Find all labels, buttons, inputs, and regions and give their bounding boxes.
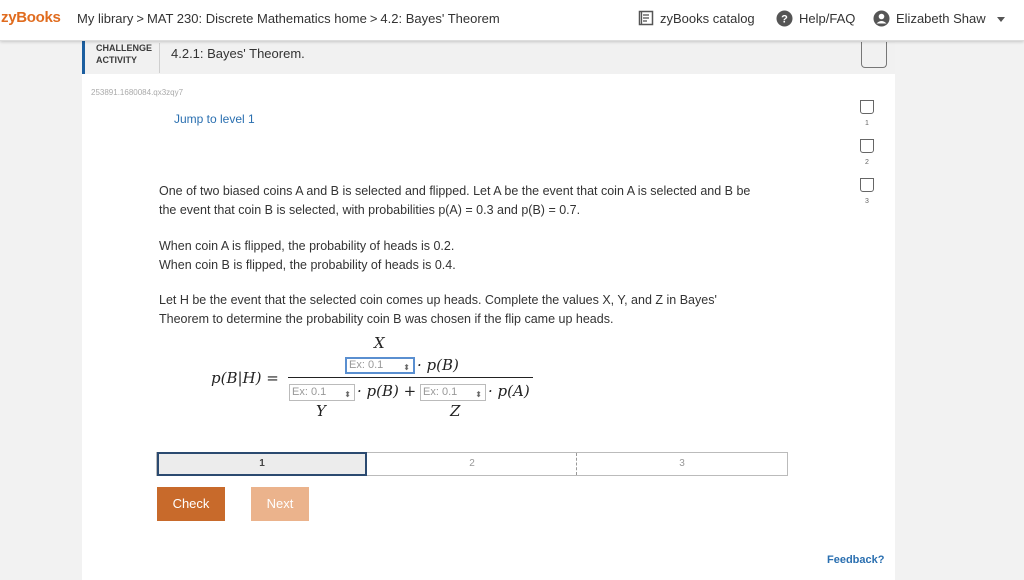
level-1-number: 1: [865, 120, 869, 127]
question-p1-line1: One of two biased coins A and B is selected and flipped. Let A be the event that coin A is selected and B be: [159, 184, 751, 198]
help-label: Help/FAQ: [799, 11, 856, 26]
level-2-indicator[interactable]: [860, 139, 874, 153]
breadcrumb-section[interactable]: 4.2: Bayes' Theorem: [380, 11, 500, 26]
zybooks-logo[interactable]: zyBooks: [1, 9, 61, 26]
question-paragraph-2: [159, 237, 456, 275]
level-1-indicator[interactable]: [860, 100, 874, 114]
catalog-link[interactable]: [638, 10, 755, 26]
catalog-book-icon: [638, 10, 654, 26]
breadcrumb-my-library[interactable]: My library: [77, 11, 134, 26]
help-link[interactable]: [776, 10, 855, 27]
denominator-term-1: · p(B) +: [357, 382, 417, 400]
progress-segment-1[interactable]: 1: [157, 452, 367, 476]
jump-to-level-link[interactable]: Jump to level 1: [174, 112, 255, 126]
activity-type-line2: ACTIVITY: [96, 55, 138, 65]
activity-header: [82, 40, 895, 74]
question-paragraph-1: [159, 182, 750, 220]
question-p3-line1: Let H be the event that the selected coin comes up heads. Complete the values X, Y, and Z in Bayes': [159, 293, 717, 307]
level-progress-bar: [156, 452, 788, 476]
check-button[interactable]: Check: [157, 487, 225, 521]
activity-type-label: [96, 42, 152, 66]
z-spinner-icon[interactable]: ⬍: [475, 390, 482, 399]
challenge-activity-card: [82, 40, 895, 580]
question-p2-line1: When coin A is flipped, the probability of heads is 0.2.: [159, 239, 455, 253]
breadcrumb-book[interactable]: MAT 230: Discrete Mathematics home: [146, 11, 367, 26]
activity-id: 253891.1680084.qx3zqy7: [91, 88, 184, 97]
x-spinner-icon[interactable]: ⬍: [403, 363, 410, 372]
progress-segment-3[interactable]: 3: [679, 458, 685, 469]
y-spinner-icon[interactable]: ⬍: [344, 390, 351, 399]
activity-type-line1: CHALLENGE: [96, 43, 152, 53]
level-2-number: 2: [865, 159, 869, 166]
formula-lhs: p(B|H) =: [211, 369, 279, 387]
x-value-input[interactable]: [345, 357, 415, 374]
activity-title: 4.2.1: Bayes' Theorem.: [171, 46, 305, 61]
catalog-label: zyBooks catalog: [660, 10, 755, 26]
user-menu[interactable]: [873, 10, 1006, 27]
svg-text:?: ?: [781, 13, 788, 26]
question-p2-line2: When coin B is flipped, the probability of heads is 0.4.: [159, 258, 456, 272]
progress-segment-2[interactable]: 2: [368, 453, 577, 475]
next-button[interactable]: Next: [251, 487, 309, 521]
question-paragraph-3: [159, 291, 717, 329]
chevron-down-icon: [996, 14, 1006, 24]
x-input-placeholder: Ex: 0.1: [349, 359, 384, 371]
fraction-bar: [288, 377, 533, 378]
user-name: Elizabeth Shaw: [896, 11, 986, 26]
z-input-placeholder: Ex: 0.1: [423, 386, 458, 398]
question-p3-line2: Theorem to determine the probability coin B was chosen if the flip came up heads.: [159, 312, 614, 326]
breadcrumb: [77, 11, 500, 26]
user-avatar-icon: [873, 10, 890, 27]
header-divider: [159, 43, 160, 73]
y-input-placeholder: Ex: 0.1: [292, 386, 327, 398]
numerator-term: · p(B): [417, 356, 459, 374]
top-bar: [0, 0, 1024, 41]
z-value-input[interactable]: [420, 384, 486, 401]
question-p1-line2: the event that coin B is selected, with probabilities p(A) = 0.3 and p(B) = 0.7.: [159, 203, 581, 217]
level-3-indicator[interactable]: [860, 178, 874, 192]
x-variable-label: X: [374, 334, 385, 352]
breadcrumb-separator: >: [369, 11, 378, 26]
z-variable-label: Z: [450, 402, 461, 420]
y-variable-label: Y: [316, 402, 326, 420]
help-icon: [776, 10, 793, 27]
activity-completion-icon: [861, 42, 887, 68]
denominator-term-2: · p(A): [488, 382, 530, 400]
y-value-input[interactable]: [289, 384, 355, 401]
level-3-number: 3: [865, 198, 869, 205]
breadcrumb-separator: >: [136, 11, 144, 26]
feedback-link[interactable]: Feedback?: [827, 554, 885, 566]
